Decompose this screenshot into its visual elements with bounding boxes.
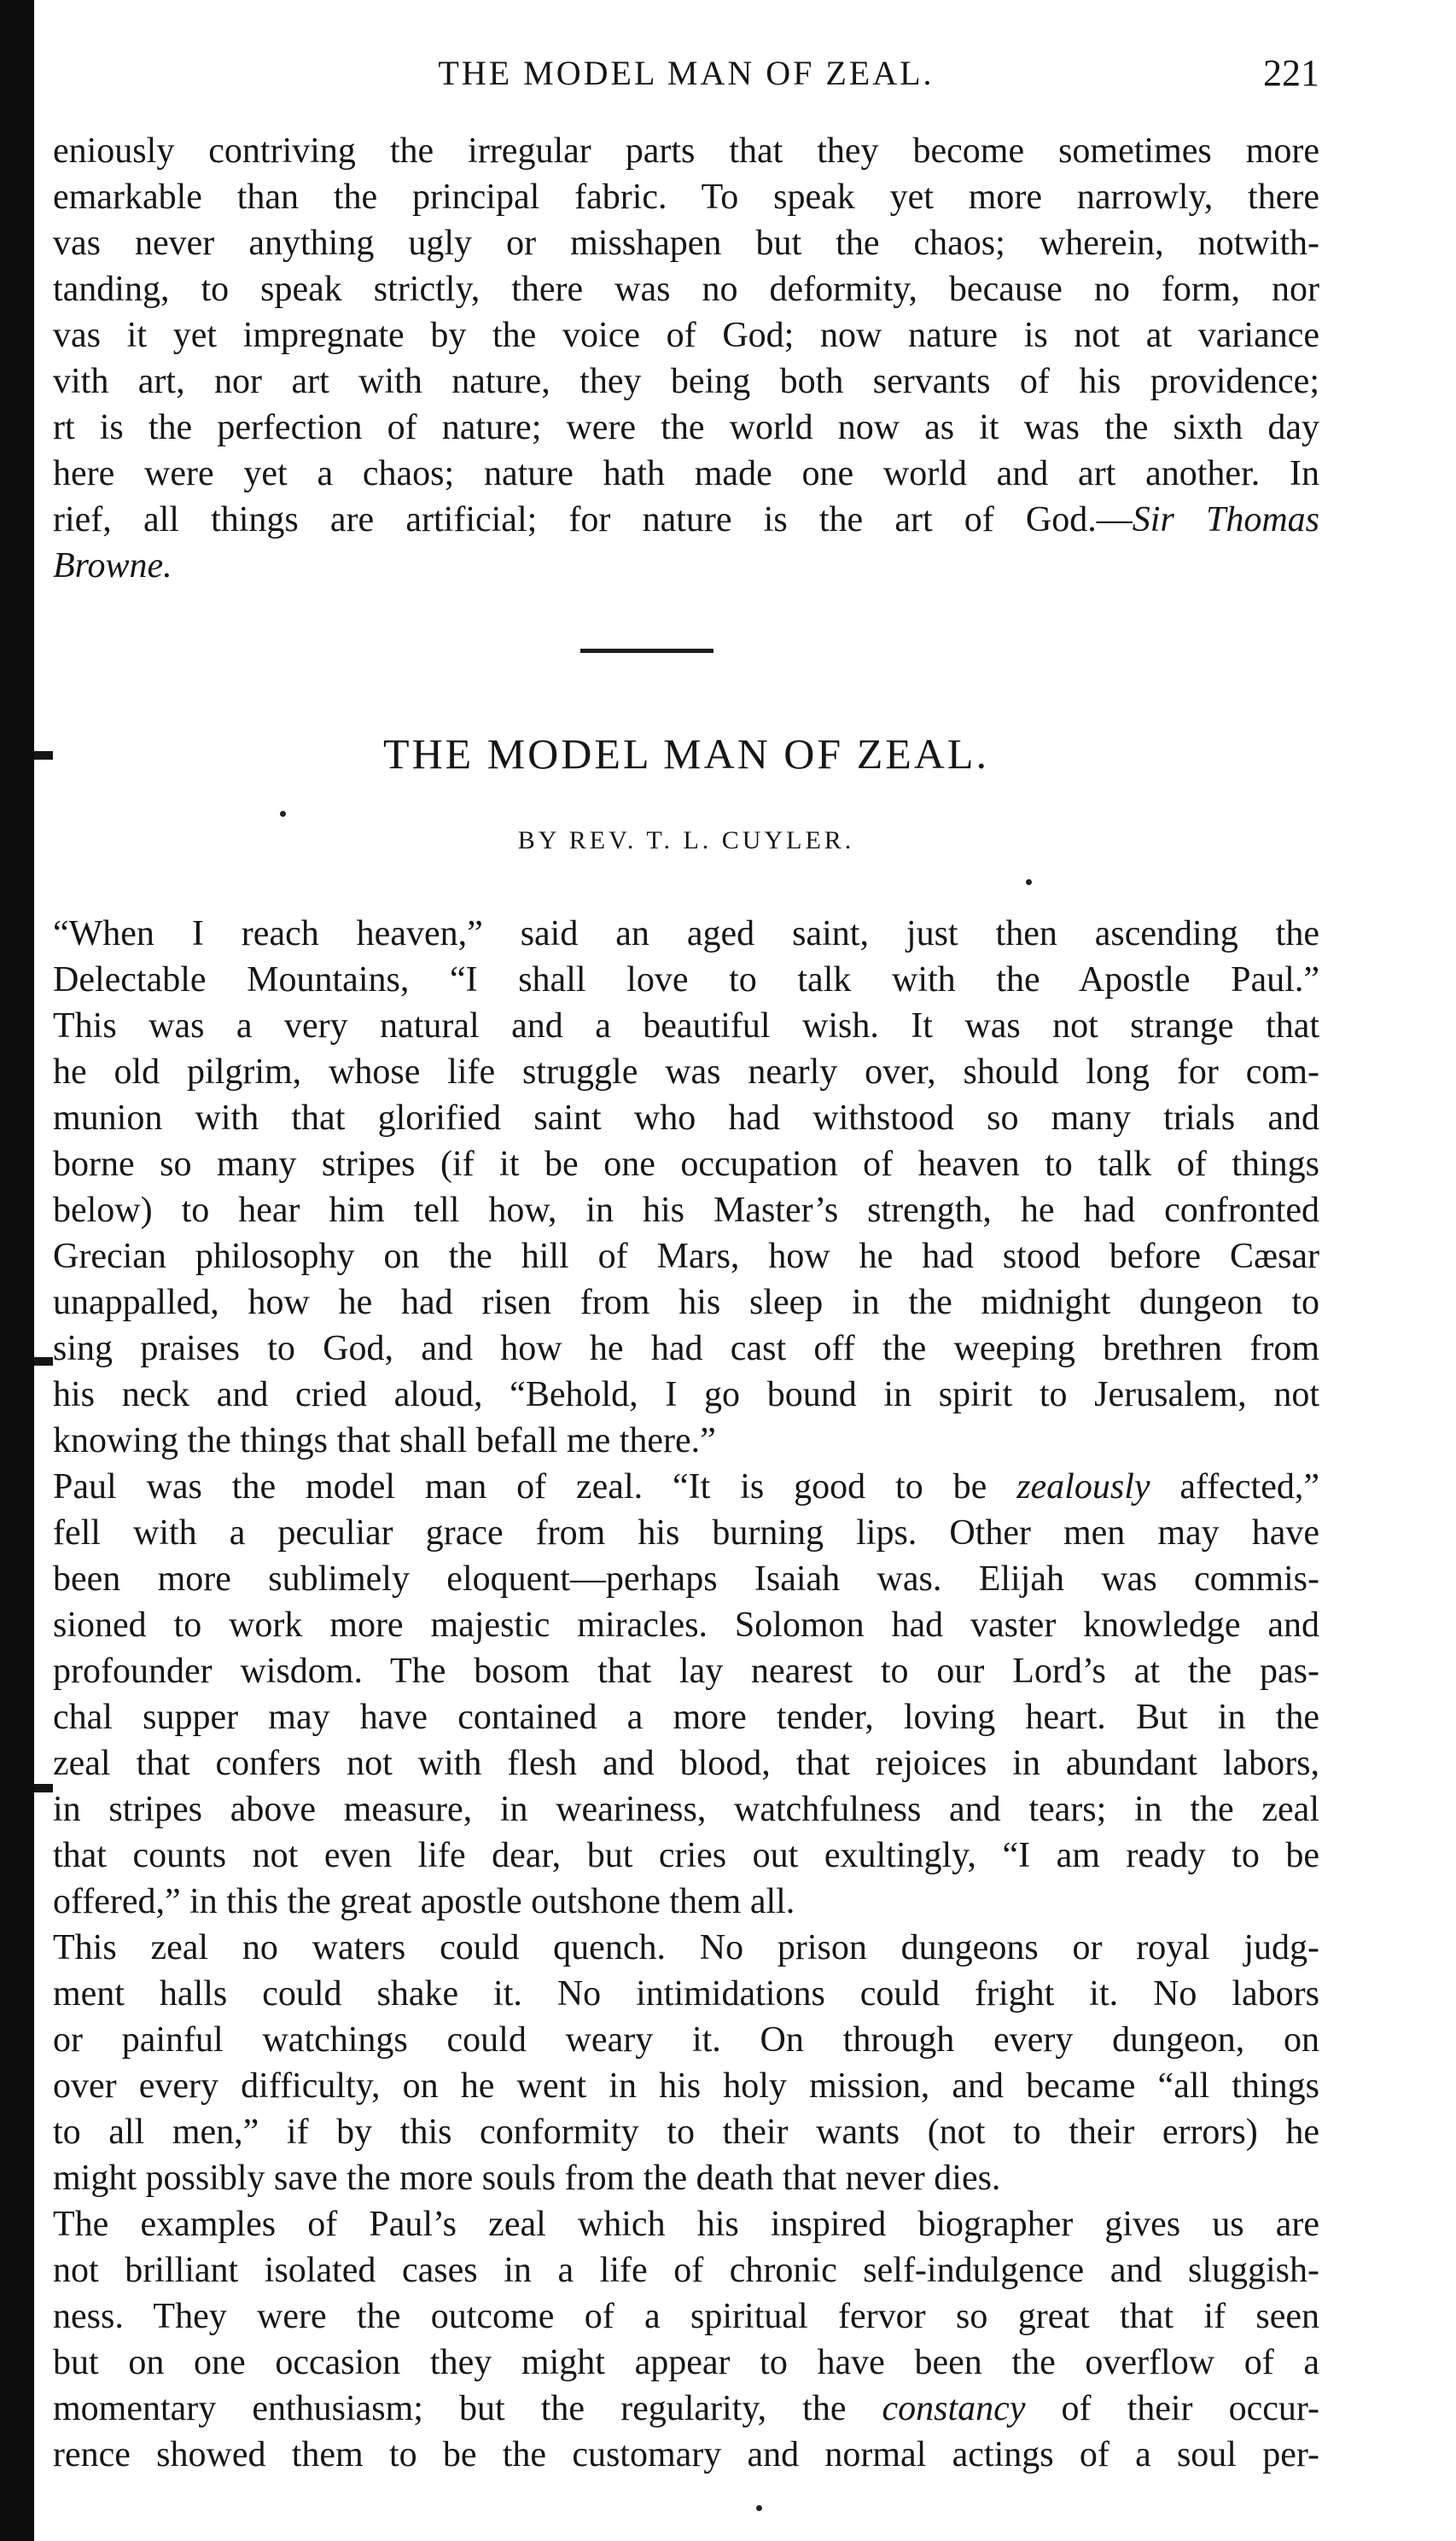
text-line: not brilliant isolated cases in a life of chronic self-indulgence and sluggish- bbox=[53, 2251, 1319, 2290]
text-line: Delectable Mountains, “I shall love to talk with the Apostle Paul.” bbox=[53, 960, 1319, 999]
attribution-line: Browne. bbox=[53, 546, 172, 586]
text-line: eniously contriving the irregular parts that they become sometimes more bbox=[53, 131, 1319, 171]
page-number: 221 bbox=[1263, 52, 1319, 94]
text-line: “When I reach heaven,” said an aged saint, just then ascending the bbox=[53, 914, 1319, 953]
text-line: The examples of Paul’s zeal which his inspired biographer gives us are bbox=[53, 2205, 1319, 2244]
text-line bbox=[53, 497, 1319, 543]
running-title: THE MODEL MAN OF ZEAL. bbox=[438, 54, 935, 92]
text-line: sing praises to God, and how he had cast off the weeping brethren from bbox=[53, 1329, 1319, 1368]
text-line: over every difficulty, on he went in his holy mission, and became “all things bbox=[53, 2066, 1319, 2106]
text-line: sioned to work more majestic miracles. Solomon had vaster knowledge and bbox=[53, 1606, 1319, 1645]
text-line: knowing the things that shall befall me there.” bbox=[53, 1421, 716, 1460]
text-line: emarkable than the principal fabric. To speak yet more narrowly, there bbox=[53, 178, 1319, 217]
article-byline: BY REV. T. L. CUYLER. bbox=[517, 826, 855, 854]
text-line: profounder wisdom. The bosom that lay nearest to our Lord’s at the pas- bbox=[53, 1652, 1319, 1691]
print-speck bbox=[280, 811, 286, 817]
text-fragment: of their occur- bbox=[1025, 2389, 1319, 2428]
text-fragment: Paul was the model man of zeal. “It is good to be bbox=[53, 1467, 1017, 1507]
text-line: to all men,” if by this conformity to their wants (not to their errors) he bbox=[53, 2113, 1319, 2152]
text-line bbox=[53, 1464, 1319, 1510]
text-line: vas never anything ugly or misshapen but the chaos; wherein, notwith- bbox=[53, 224, 1319, 263]
emphasis: zealously bbox=[1016, 1467, 1150, 1507]
section-divider bbox=[580, 649, 713, 653]
text-line: This was a very natural and a beautiful wish. It was not strange that bbox=[53, 1006, 1319, 1046]
text-line: vith art, nor art with nature, they being both servants of his providence; bbox=[53, 362, 1319, 401]
text-line: but on one occasion they might appear to have been the overflow of a bbox=[53, 2343, 1319, 2382]
text-line: that counts not even life dear, but cries out exultingly, “I am ready to be bbox=[53, 1836, 1319, 1875]
gutter-mark bbox=[34, 1357, 53, 1366]
text-line: chal supper may have contained a more tender, loving heart. But in the bbox=[53, 1698, 1319, 1737]
text-fragment: momentary enthusiasm; but the regularity, the bbox=[53, 2389, 882, 2428]
previous-article-text bbox=[53, 128, 1319, 589]
text-line: tanding, to speak strictly, there was no deformity, because no form, nor bbox=[53, 270, 1319, 309]
text-line: zeal that confers not with flesh and blood, that rejoices in abundant labors, bbox=[53, 1744, 1319, 1783]
text-line: in stripes above measure, in weariness, watchfulness and tears; in the zeal bbox=[53, 1790, 1319, 1829]
gutter-mark bbox=[34, 1784, 53, 1792]
text-line: he old pilgrim, whose life struggle was nearly over, should long for com- bbox=[53, 1052, 1319, 1092]
text-line: Grecian philosophy on the hill of Mars, how he had stood before Cæsar bbox=[53, 1237, 1319, 1276]
text-line: might possibly save the more souls from the death that never dies. bbox=[53, 2159, 1001, 2198]
text-line: rt is the perfection of nature; were the world now as it was the sixth day bbox=[53, 408, 1319, 447]
text-line: here were yet a chaos; nature hath made one world and art another. In bbox=[53, 454, 1319, 493]
text-fragment: rief, all things are artificial; for nature is the art of God.— bbox=[53, 500, 1133, 539]
article-paragraph-1 bbox=[53, 911, 1319, 2478]
text-line: munion with that glorified saint who had withstood so many trials and bbox=[53, 1099, 1319, 1138]
text-line: This zeal no waters could quench. No prison dungeons or royal judg- bbox=[53, 1928, 1319, 1967]
text-line: unappalled, how he had risen from his sleep in the midnight dungeon to bbox=[53, 1283, 1319, 1322]
attribution: Sir Thomas bbox=[1132, 500, 1319, 539]
text-line: ness. They were the outcome of a spiritual fervor so great that if seen bbox=[53, 2297, 1319, 2336]
print-speck bbox=[756, 2505, 762, 2511]
text-line: borne so many stripes (if it be one occupation of heaven to talk of things bbox=[53, 1145, 1319, 1184]
article-title: THE MODEL MAN OF ZEAL. bbox=[383, 730, 989, 778]
text-line: fell with a peculiar grace from his burning lips. Other men may have bbox=[53, 1513, 1319, 1553]
text-line: below) to hear him tell how, in his Master’s strength, he had confronted bbox=[53, 1191, 1319, 1230]
running-head bbox=[53, 48, 1319, 99]
gutter-mark bbox=[34, 751, 53, 760]
text-line: vas it yet impregnate by the voice of God; now nature is not at variance bbox=[53, 316, 1319, 355]
text-line: been more sublimely eloquent—perhaps Isaiah was. Elijah was commis- bbox=[53, 1559, 1319, 1599]
print-speck bbox=[1026, 879, 1032, 885]
text-line: rence showed them to be the customary and normal actings of a soul per- bbox=[53, 2435, 1319, 2474]
text-line: or painful watchings could weary it. On through every dungeon, on bbox=[53, 2020, 1319, 2060]
text-fragment: affected,” bbox=[1150, 1467, 1319, 1507]
text-line: ment halls could shake it. No intimidations could fright it. No labors bbox=[53, 1974, 1319, 2014]
emphasis: constancy bbox=[882, 2389, 1026, 2428]
text-line: his neck and cried aloud, “Behold, I go bound in spirit to Jerusalem, not bbox=[53, 1375, 1319, 1414]
text-line: offered,” in this the great apostle outshone them all. bbox=[53, 1882, 795, 1921]
text-line bbox=[53, 2386, 1319, 2432]
binding-shadow bbox=[0, 0, 34, 2541]
